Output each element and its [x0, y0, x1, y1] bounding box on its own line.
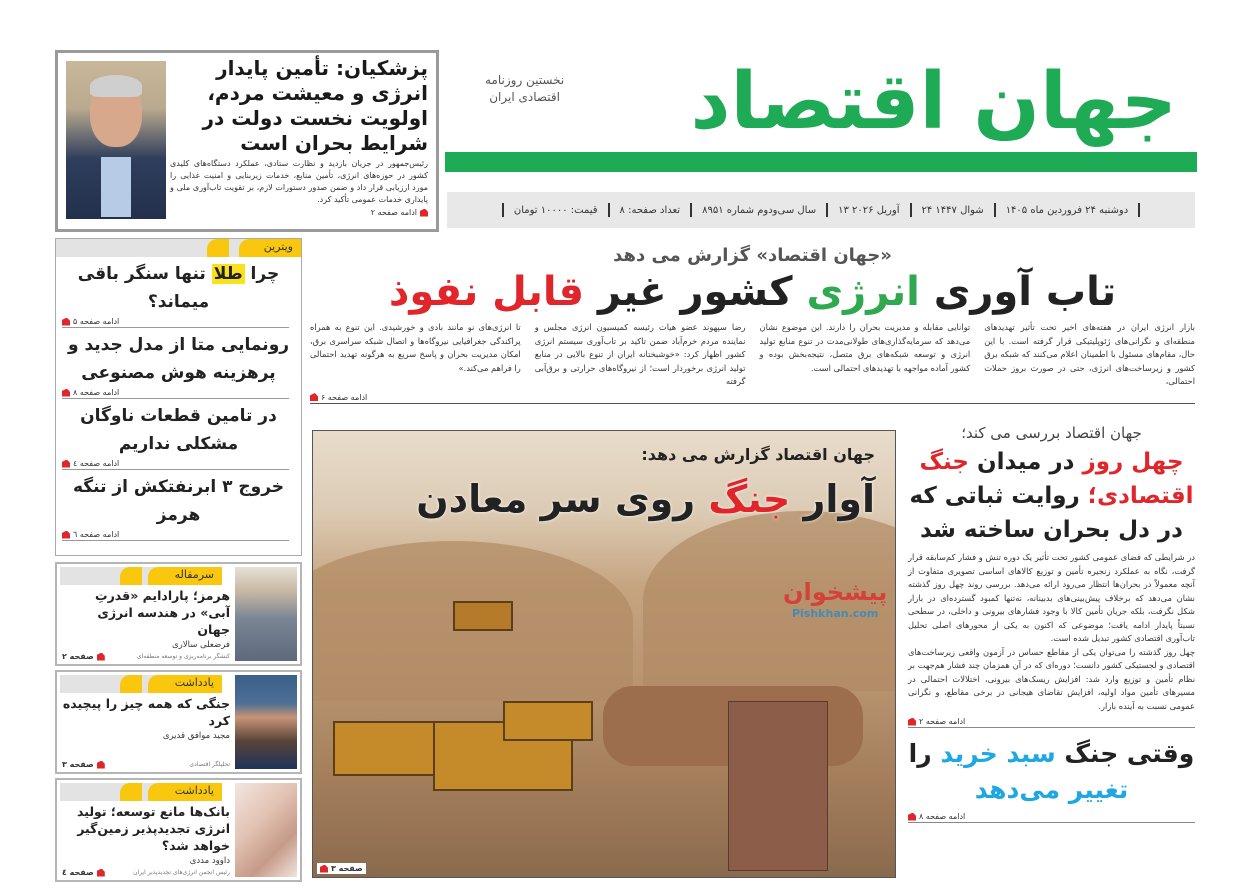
lead-body: رئیس‌جمهور در جریان بازدید و نظارت ستادی، عملکرد دستگاه‌های کلیدی کشور در حوزه‌های انرژی، تأمین منابع، خدمات زیربنایی و امنیت غذایی را مورد ارزیابی قرار داد و ضمن صدور دستورات لازم، بر تقویت تاب‌آوری ملی و پایداری خدمات عمومی تأکید کرد. [170, 159, 428, 204]
portrait-hair [90, 75, 142, 97]
portrait-shirt [101, 157, 131, 217]
op-page-link[interactable] [62, 760, 105, 769]
headline-highlight-red: چهل روز [1082, 449, 1184, 475]
text-column: رضا سپهوند عضو هیات رئیسه کمیسیون انرژی مجلس و نماینده مردم خرم‌آباد ضمن تاکید بر تاب‌آوری سیستم انرژی کشور اظهار کرد: «خوشبختانه ایران از تنوع بالایی در منابع تولید انرژی برخوردار است؛ از نیروگاه‌های حرارتی و برق‌آبی گرفته [534, 322, 746, 386]
vitrine-headline: در تامین قطعات ناوگان مشکلی نداریم [80, 406, 277, 454]
right-body [908, 551, 1195, 713]
photo-page-link[interactable] [317, 863, 366, 874]
continue-rule [62, 458, 289, 470]
op-author: داوود مددی [189, 856, 230, 866]
logo-bar [445, 152, 1197, 172]
continue-icon [62, 389, 70, 397]
right-continue-link[interactable] [908, 717, 968, 726]
tab-decoration [120, 567, 142, 585]
watermark-text: پیشخوان [783, 578, 888, 606]
text-column: تا انرژی‌های نو مانند بادی و خورشیدی. این تنوع به همراه پراکندگی جغرافیایی نیروگاه‌ها و اتصال شبکه سراسری برق، امکان مدیریت بحران و پاسخ سریع به هرگونه تهدید احتمالی را فراهم می‌کند.» [310, 322, 521, 373]
continue-label: ادامه صفحه ٦ [73, 530, 120, 539]
continue-link[interactable] [62, 317, 122, 326]
page-label: صفحه ۲ [62, 652, 94, 661]
right-headline[interactable] [908, 445, 1195, 547]
continue-icon [420, 209, 428, 217]
text-column: توانایی مقابله و مدیریت بحران را دارند. این موضوع نشان می‌دهد که سرمایه‌گذاری‌های طولانی‌مدت در تنوع منابع تولید انرژی و توسعه شبکه‌های برق متصل، نتیجه‌بخش بوده و کشور آماده مواجهه با تهدیدهای احتمالی است. [759, 322, 971, 373]
date-bar [447, 192, 1195, 228]
page-count: تعداد صفحه: ۸ [619, 204, 681, 216]
vitrine-item[interactable] [56, 399, 301, 470]
lead-photo [66, 61, 166, 219]
lead-text-column [170, 56, 428, 226]
headline-part: روی سر معادن [416, 477, 709, 521]
main-headline[interactable] [310, 267, 1195, 317]
op-author-role: رئیس انجمن انرژی‌های تجدیدپذیر ایران [133, 869, 230, 876]
headline-part: در میدان [968, 449, 1083, 475]
logo-text: جهان اقتصاد [690, 57, 1177, 147]
continue-rule [62, 316, 289, 328]
continue-rule [908, 811, 1195, 823]
persian-date: دوشنبه ۲۴ فروردین ماه ۱۴۰۵ [1005, 204, 1129, 216]
vitrine-box [55, 238, 302, 556]
headline-part: آوار [790, 477, 875, 521]
mining-photo-story[interactable] [312, 430, 896, 878]
continue-label: ادامه صفحه ۸ [919, 812, 966, 821]
dump-truck [333, 721, 443, 776]
continue-rule [908, 716, 1195, 728]
headline-part: را [908, 739, 941, 768]
op-footer [62, 868, 230, 877]
vitrine-item[interactable] [56, 328, 301, 399]
continue-icon [310, 393, 318, 401]
headline-highlight-red: جنگ [708, 477, 791, 521]
op-text-column [62, 803, 230, 877]
headline-part: تاب آوری [919, 269, 1117, 315]
continue-link[interactable] [62, 388, 122, 397]
photo-headline [416, 475, 875, 523]
main-story-columns [310, 321, 1195, 389]
vitrine-headline: خروج ۳ ابرنفتکش از تنگه هرمز [72, 477, 285, 525]
paragraph: در شرایطی که فضای عمومی کشور تحت تأثیر یک دوره تنش و فشار کم‌سابقه قرار گرفت، نگاه به عملکرد زنجیره تأمین و توزیع کالاهای اساسی تصویری متفاوت از آنچه معمولاً در بحران‌ها انتظار می‌رود ارائه می‌دهد. بررسی روند چهل روز گذشته نشان می‌دهد که برخلاف پیش‌بینی‌های بدبینانه، نه‌تنها کمبود گسترده‌ای در بازار شکل نگرفت، بلکه جریان تأمین کالا با وجود فشارهای بیرونی و داخلی، در سطحی نسبتاً پایدار ادامه یافت؛ موضوعی که اکنون به یکی از محورهای اصلی تحلیل تاب‌آوری اقتصادی کشور تبدیل شده است. [908, 552, 1195, 643]
headline-part: کشور غیر [584, 269, 807, 315]
op-footer [62, 760, 230, 769]
continue-icon [97, 869, 105, 877]
hijri-date: ۲۴ شوال ۱۴۴۷ [921, 204, 984, 216]
price: قیمت: ۱۰۰۰۰ تومان [513, 204, 598, 216]
note-box[interactable] [55, 670, 302, 774]
op-headline: بانک‌ها مانع توسعه؛ تولید انرژی تجدیدپذیر زمین‌گیر خواهد شد؟ [77, 804, 230, 853]
vitrine-tabbar [56, 239, 301, 257]
vitrine-headline [56, 257, 301, 316]
vitrine-item[interactable] [56, 257, 301, 328]
right-kicker: جهان اقتصاد بررسی می کند؛ [961, 424, 1142, 442]
note-box[interactable] [55, 778, 302, 882]
right-column [908, 423, 1195, 889]
continue-icon [97, 761, 105, 769]
issue-number: سال سی‌ودوم شماره ۸۹۵۱ [702, 204, 817, 216]
main-kicker: «جهان اقتصاد» گزارش می دهد [613, 245, 892, 266]
continue-icon [908, 813, 916, 821]
op-author-role: تحلیلگر اقتصادی [189, 761, 230, 768]
continue-link[interactable] [62, 530, 122, 539]
editorial-box[interactable] [55, 562, 302, 666]
vitrine-item[interactable] [56, 470, 301, 541]
lead-continue-link[interactable] [371, 208, 428, 217]
tagline-line-1: نخستین روزنامه [485, 73, 565, 87]
watermark-url: Pishkhan.com [791, 607, 879, 620]
continue-icon [320, 865, 328, 873]
continue-label: ادامه صفحه ۸ [73, 388, 120, 397]
continue-label: ادامه صفحه ۶ [321, 392, 368, 402]
headline-part: وقتی جنگ [1055, 739, 1195, 768]
watermark [783, 578, 888, 625]
tab-decoration [120, 675, 142, 693]
headline-highlight-red: قابل نفوذ [388, 269, 585, 315]
page-label: صفحه ۳ [62, 760, 94, 769]
continue-rule [62, 529, 289, 541]
op-label: سرمقاله [148, 567, 222, 585]
headline-text: چرا [244, 264, 280, 284]
op-tabbar [60, 783, 222, 801]
vitrine-label: ویترین [239, 239, 301, 257]
divider [1138, 203, 1140, 217]
headline-text: تنها سنگر باقی میماند؟ [77, 264, 212, 312]
logo-tagline [485, 72, 564, 106]
op-text-column [62, 695, 230, 769]
continue-icon [908, 718, 916, 726]
continue-icon [97, 653, 105, 661]
main-story [310, 245, 1195, 423]
shipping-container [728, 701, 828, 871]
masthead-logo[interactable] [445, 58, 1197, 180]
gregorian-date: ۱۳ آوریل ۲۰۲۶ [838, 204, 900, 216]
page-label: صفحه ٤ [62, 868, 94, 877]
main-continue-rule [310, 392, 1195, 404]
dump-truck [503, 701, 593, 741]
tab-decoration [207, 239, 229, 257]
op-footer [62, 652, 230, 661]
excavator [453, 601, 513, 631]
basket-continue-link[interactable] [908, 812, 968, 821]
headline-highlight-blue: سبد خرید [940, 739, 1056, 768]
headline-highlight: طلا [213, 264, 243, 284]
basket-headline[interactable] [908, 736, 1195, 808]
tab-decoration [120, 783, 142, 801]
op-author: مجید موافق قدیری [162, 731, 230, 741]
continue-label: ادامه صفحه ۲ [919, 717, 966, 726]
text-column: بازار انرژی ایران در هفته‌های اخیر تحت تأثیر تهدیدهای منطقه‌ای و نگرانی‌های ژئوپلیتیکی قرار گرفته است. با این حال، مقام‌های مسئول با اطمینان اعلام می‌کنند که شبکه برق کشور و زیرساخت‌های انرژی، حتی در صورت بروز حملات احتمالی، [984, 322, 1195, 386]
headline-highlight-blue: تغییر می‌دهد [974, 775, 1129, 804]
vitrine-headline: رونمایی متا از مدل جدید و پرهزینه هوش مصنوعی [67, 335, 290, 383]
continue-icon [62, 318, 70, 326]
op-page-link[interactable] [62, 868, 105, 877]
continue-label: ادامه صفحه ۵ [73, 317, 120, 326]
op-label: یادداشت [148, 675, 222, 693]
op-author: فرضعلی سالاری [172, 640, 230, 650]
headline-part: روایت ثباتی که در دل بحران ساخته شد [909, 483, 1183, 543]
op-tabbar [60, 567, 222, 585]
main-continue-link[interactable] [310, 393, 370, 402]
continue-label: ادامه صفحه ۲ [370, 208, 417, 217]
op-tabbar [60, 675, 222, 693]
headline-highlight-red: جنگ اقتصادی؛ [919, 449, 1194, 509]
tagline-line-2: اقتصادی ایران [489, 90, 560, 104]
headline-highlight-green: انرژی [806, 269, 920, 315]
op-headline: هرمز؛ پارادایم «قدرتِ آبی» در هندسه انرژی جهان [95, 588, 230, 637]
author-photo [235, 675, 297, 769]
op-headline: جنگی که همه چیز را پیچیده کرد [62, 696, 230, 728]
continue-rule [62, 387, 289, 399]
continue-icon [62, 460, 70, 468]
pen-writing-photo [235, 783, 297, 877]
page-label: صفحه ۳ [331, 864, 363, 873]
photo-kicker: جهان اقتصاد گزارش می دهد: [641, 445, 875, 464]
op-page-link[interactable] [62, 652, 105, 661]
continue-link[interactable] [62, 459, 122, 468]
continue-label: ادامه صفحه ٤ [73, 459, 120, 468]
op-label: یادداشت [148, 783, 222, 801]
paragraph: چهل روز گذشته را می‌توان یکی از مقاطع حساس در آزمون واقعی زیرساخت‌های اقتصادی و لجستیکی کشور دانست؛ دوره‌ای که در آن همزمان چند فشار هم‌جهت بر نظام تأمین و توزیع وارد شد: افزایش ریسک‌های بیرونی، اختلالات احتمالی در مسیرهای تأمین مواد اولیه، افزایش تقاضای هیجانی در برخی مقاطع، و نگرانی عمومی نسبت به آینده بازار. [908, 646, 1195, 711]
lead-story-box[interactable] [55, 50, 439, 232]
lead-headline[interactable]: پزشکیان: تأمین پایدار انرژی و معیشت مردم، اولویت نخست دولت در شرایط بحران است [202, 56, 428, 155]
author-photo [235, 567, 297, 661]
continue-icon [62, 531, 70, 539]
op-text-column [62, 587, 230, 661]
op-author-role: کنشگر برنامه‌ریزی و توسعه منطقه‌ای [136, 653, 230, 660]
